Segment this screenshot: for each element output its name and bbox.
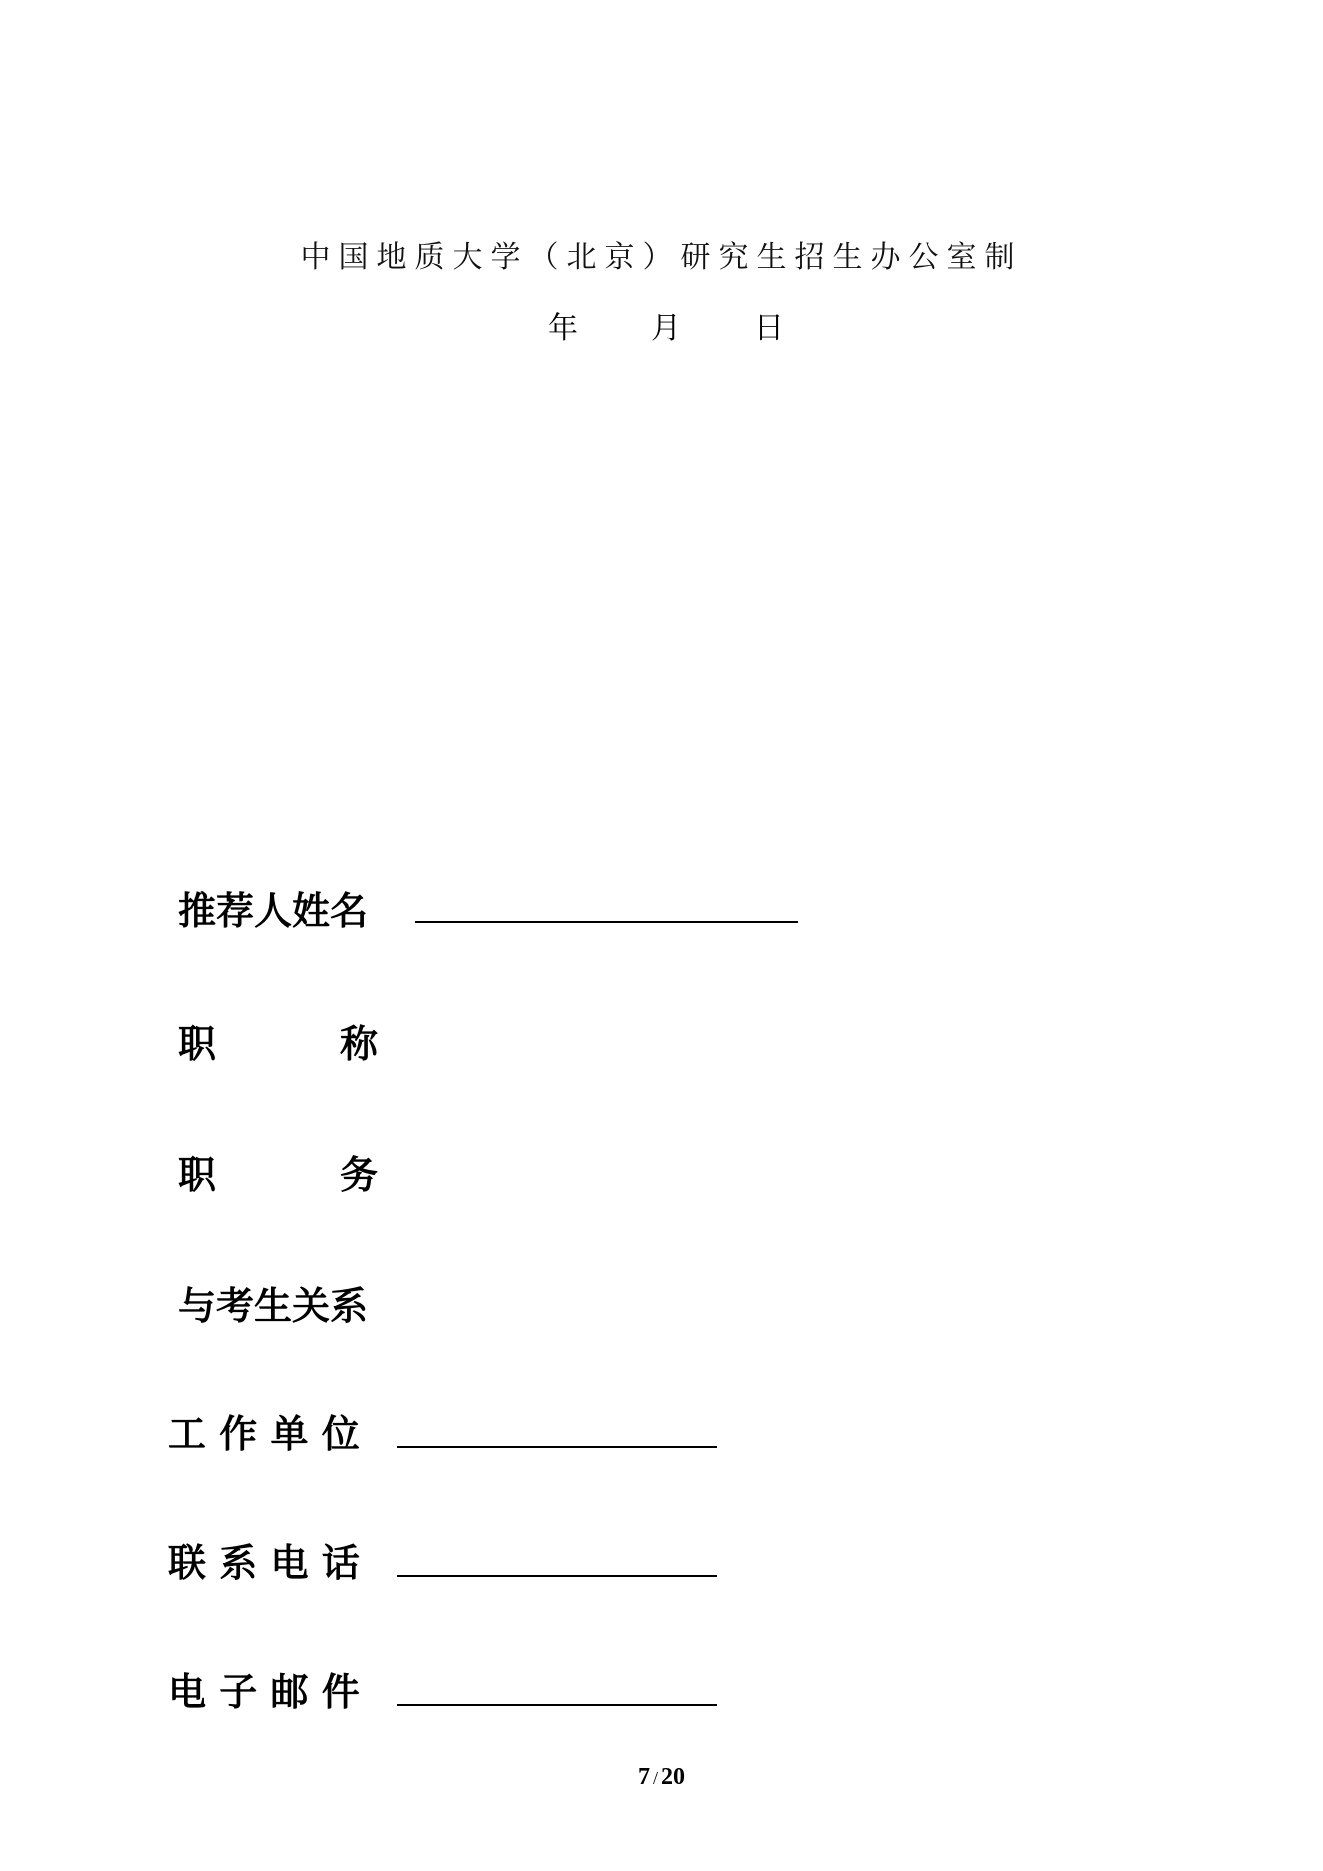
email-label: 电 子 邮 件 [168, 1670, 360, 1714]
page-number [0, 1764, 1323, 1791]
date-day-label: 日 [754, 311, 784, 346]
issuing-office: 中国地质大学（北京）研究生招生办公室制 [300, 240, 1023, 275]
position-label-second: 务 [340, 1153, 379, 1197]
relation-label: 与考生关系 [178, 1284, 369, 1328]
email-field[interactable] [397, 1704, 717, 1706]
position-label-first: 职 [178, 1153, 217, 1197]
recommender-name-field[interactable] [415, 921, 798, 923]
work-unit-field[interactable] [397, 1446, 717, 1448]
recommender-name-label: 推荐人姓名 [178, 889, 369, 933]
title-label-first: 职 [178, 1022, 217, 1066]
current-page: 7 [637, 1764, 650, 1790]
work-unit-label: 工 作 单 位 [168, 1412, 360, 1456]
page-separator: / [652, 1768, 658, 1788]
date-month-label: 月 [651, 311, 681, 346]
phone-label: 联 系 电 话 [168, 1541, 360, 1585]
date-year-label: 年 [548, 311, 578, 346]
total-pages: 20 [661, 1764, 685, 1790]
title-label-second: 称 [340, 1022, 379, 1066]
phone-field[interactable] [397, 1575, 717, 1577]
